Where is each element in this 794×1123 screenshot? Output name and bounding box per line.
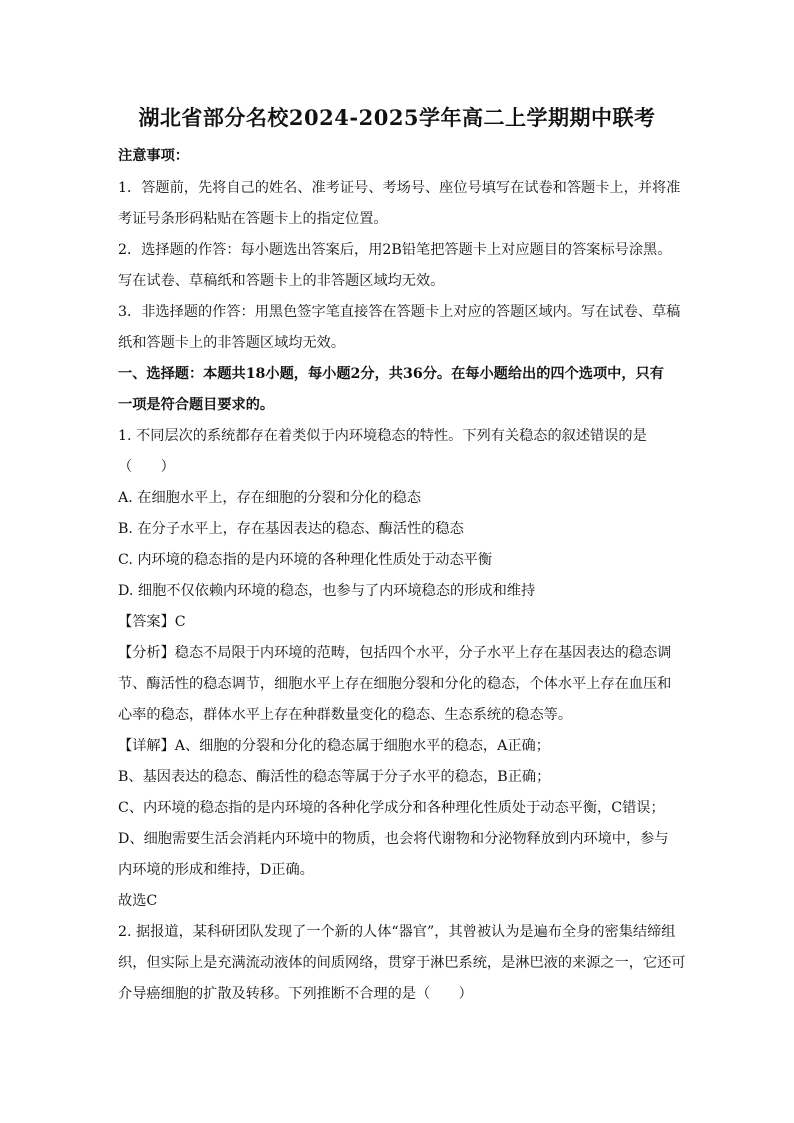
detail-line: D、细胞需要生活会消耗内环境中的物质，也会将代谢物和分泌物释放到内环境中，参与 [118,831,669,847]
analysis-line: 心率的稳态，群体水平上存在种群数量变化的稳态、生态系统的稳态等。 [118,707,573,723]
option-c: C. 内环境的稳态指的是内环境的各种理化性质处于动态平衡 [118,552,493,568]
question-stem: 1. 不同层次的系统都存在着类似于内环境稳态的特性。下列有关稳态的叙述错误的是 [118,428,647,444]
question-stem: 介导癌细胞的扩散及转移。下列推断不合理的是（ ） [118,986,473,1002]
option-a: A. 在细胞水平上，存在细胞的分裂和分化的稳态 [118,490,422,506]
detail-line: 【详解】A、细胞的分裂和分化的稳态属于细胞水平的稳态，A正确； [118,738,550,754]
section-heading: 一、选择题：本题共18小题，每小题2分，共36分。在每小题给出的四个选项中，只有 [118,366,664,382]
notice-line: 2．选择题的作答：每小题选出答案后，用2B铅笔把答题卡上对应题目的答案标号涂黑。 [118,242,672,258]
option-b: B. 在分子水平上，存在基因表达的稳态、酶活性的稳态 [118,521,464,537]
notice-line: 纸和答题卡上的非答题区域均无效。 [118,335,346,351]
notice-heading: 注意事项： [118,148,189,164]
notice-line: 考证号条形码粘贴在答题卡上的指定位置。 [118,211,388,227]
detail-line: 内环境的形成和维持，D正确。 [118,862,314,878]
question-stem: （ ） [118,459,175,475]
conclusion: 故选C [118,893,158,909]
notice-line: 写在试卷、草稿纸和答题卡上的非答题区域均无效。 [118,273,445,289]
question-stem: 织，但实际上是充满流动液体的间质网络，贯穿于淋巴系统，是淋巴液的来源之一，它还可 [118,955,686,971]
notice-line: 1．答题前，先将自己的姓名、准考证号、考场号、座位号填写在试卷和答题卡上，并将准 [118,180,681,196]
detail-line: C、内环境的稳态指的是内环境的各种化学成分和各种理化性质处于动态平衡，C错误； [118,800,665,816]
detail-line: B、基因表达的稳态、酶活性的稳态等属于分子水平的稳态，B正确； [118,769,551,785]
option-d: D. 细胞不仅依赖内环境的稳态，也参与了内环境稳态的形成和维持 [118,583,536,599]
answer: 【答案】C [118,614,186,630]
analysis-line: 节、酶活性的稳态调节，细胞水平上存在细胞分裂和分化的稳态，个体水平上存在血压和 [118,676,672,692]
analysis-line: 【分析】稳态不局限于内环境的范畴，包括四个水平，分子水平上存在基因表达的稳态调 [118,645,672,661]
document-title: 湖北省部分名校2024-2025学年高二上学期期中联考 [138,105,656,130]
section-heading: 一项是符合题目要求的。 [118,397,275,413]
question-stem: 2. 据报道，某科研团队发现了一个新的人体“器官”，其曾被认为是遍布全身的密集结缔组 [118,924,676,940]
notice-line: 3．非选择题的作答：用黑色签字笔直接答在答题卡上对应的答题区域内。写在试卷、草稿 [118,304,681,320]
